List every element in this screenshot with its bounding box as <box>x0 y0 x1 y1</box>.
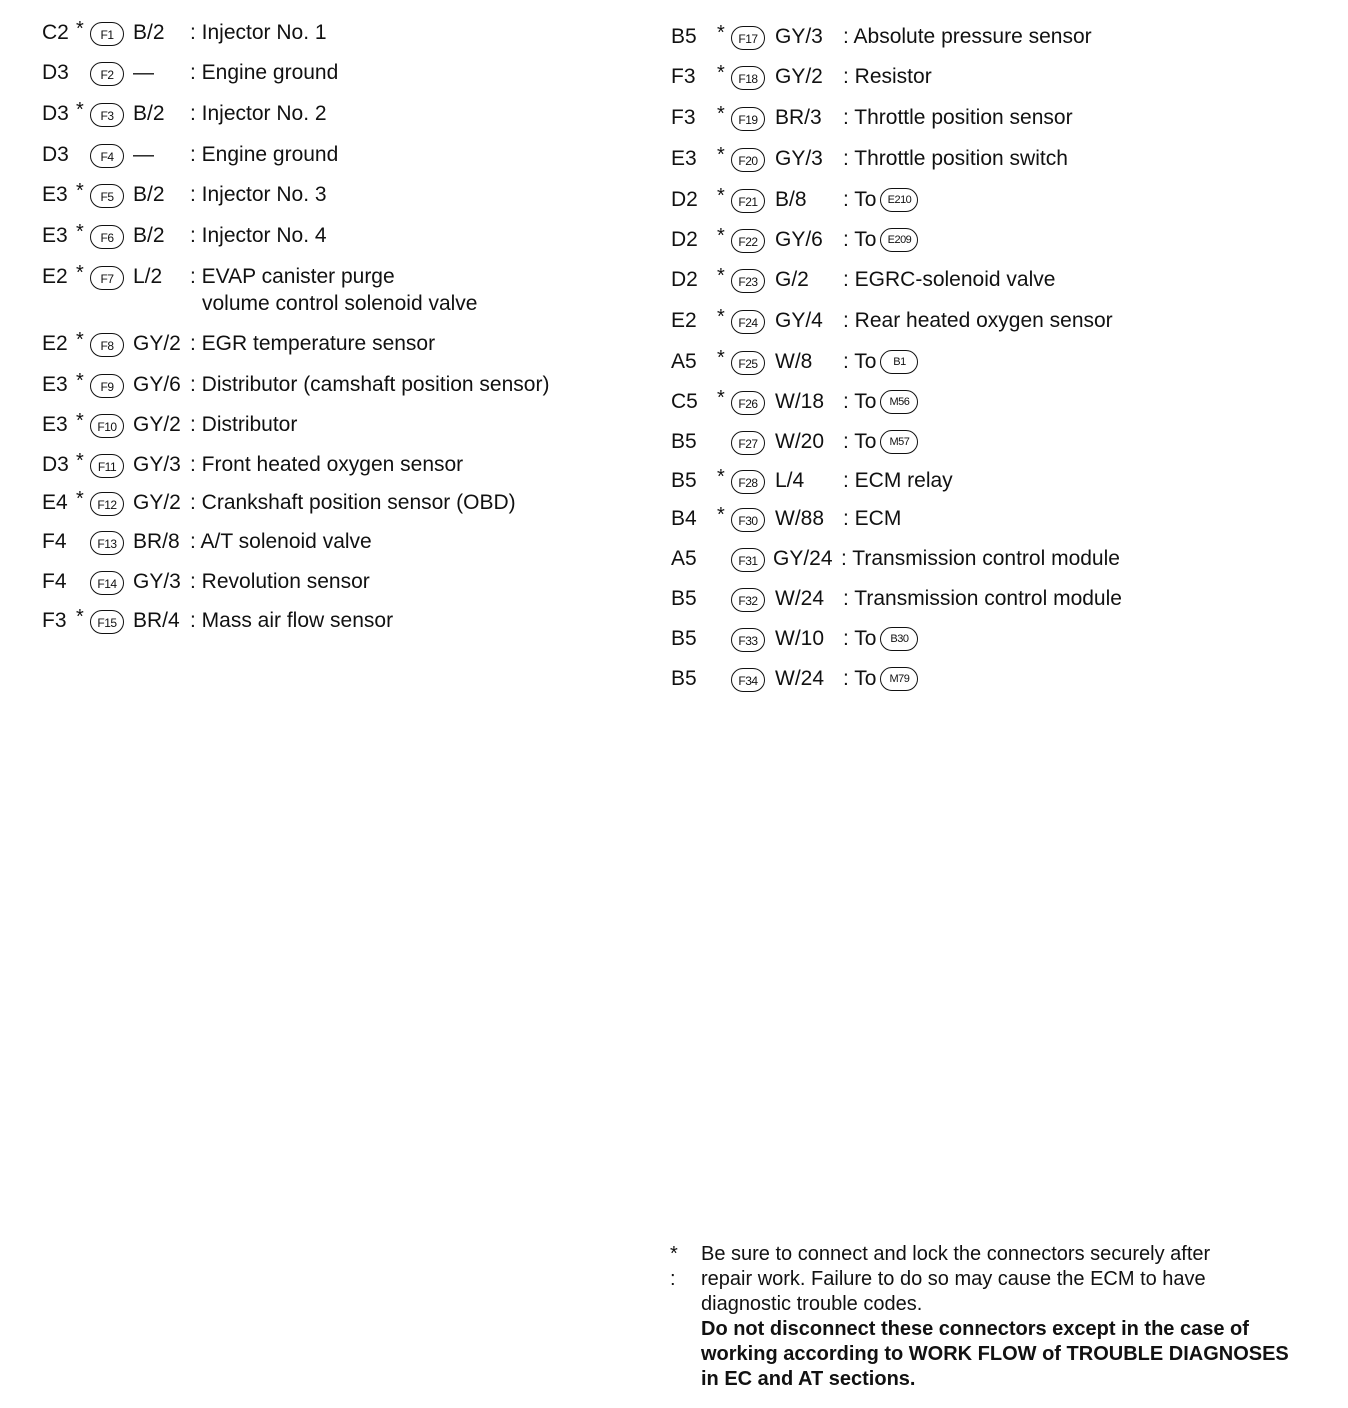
connector-description <box>843 624 918 654</box>
connector-badge: F12 <box>90 492 124 516</box>
connector-description <box>843 387 918 417</box>
connector-description <box>843 225 918 255</box>
grid-location: B5 <box>671 627 697 650</box>
connector-description: : ECM <box>843 507 902 530</box>
mating-connector-badge: B30 <box>880 627 918 651</box>
connector-description: : EGRC-solenoid valve <box>843 268 1056 291</box>
connector-badge: F22 <box>731 229 765 253</box>
lock-marker: * <box>76 488 84 510</box>
connector-description: : EGR temperature sensor <box>190 332 436 355</box>
connector-spec: W/20 <box>775 430 825 453</box>
mating-connector-badge: E210 <box>880 188 918 212</box>
connector-badge: F25 <box>731 351 765 375</box>
grid-location: E2 <box>42 332 68 355</box>
grid-location: D3 <box>42 102 69 125</box>
lock-marker: * <box>76 370 84 392</box>
grid-location: E3 <box>42 373 68 396</box>
connector-badge: F9 <box>90 374 124 398</box>
lock-marker: * <box>717 144 725 166</box>
connector-description: : Transmission control module <box>841 547 1120 570</box>
mating-connector-badge: M56 <box>880 390 918 414</box>
connector-description: : Injector No. 4 <box>190 224 327 247</box>
connector-spec: W/88 <box>775 507 825 530</box>
connector-description: : ECM relay <box>843 469 953 492</box>
footnote-line: Be sure to connect and lock the connectors securely after <box>701 1243 1211 1265</box>
lock-marker: * <box>76 221 84 243</box>
lock-marker: * <box>717 387 725 409</box>
connector-description: : Revolution sensor <box>190 570 370 593</box>
lock-marker: * <box>717 22 725 44</box>
connector-badge: F18 <box>731 66 765 90</box>
connector-badge: F4 <box>90 144 124 168</box>
connector-description: : Engine ground <box>190 61 339 84</box>
connector-description <box>843 347 918 377</box>
grid-location: B5 <box>671 430 697 453</box>
connector-description: : Resistor <box>843 65 932 88</box>
connector-spec: GY/3 <box>133 570 181 593</box>
connector-description: : Mass air flow sensor <box>190 609 394 632</box>
connector-description <box>843 427 918 457</box>
connector-badge: F21 <box>731 189 765 213</box>
to-label: : To <box>843 667 877 690</box>
mating-connector-badge: M79 <box>880 667 918 691</box>
grid-location: F4 <box>42 570 67 593</box>
connector-description: : A/T solenoid valve <box>190 530 372 553</box>
connector-spec: B/2 <box>133 183 165 206</box>
connector-badge: F34 <box>731 668 765 692</box>
grid-location: E2 <box>42 265 68 288</box>
connector-badge: F19 <box>731 107 765 131</box>
lock-marker: * <box>717 466 725 488</box>
connector-badge: F33 <box>731 628 765 652</box>
grid-location: F3 <box>42 609 67 632</box>
connector-spec: GY/2 <box>133 491 181 514</box>
connector-spec: W/24 <box>775 667 825 690</box>
connector-description: : Injector No. 2 <box>190 102 327 125</box>
connector-badge: F5 <box>90 184 124 208</box>
connector-spec: GY/3 <box>775 147 823 170</box>
footnote-body <box>701 1242 1348 1392</box>
connector-badge: F6 <box>90 225 124 249</box>
mating-connector-badge: B1 <box>880 350 918 374</box>
lock-marker: * <box>717 103 725 125</box>
grid-location: C5 <box>671 390 698 413</box>
connector-description: : Injector No. 1 <box>190 21 327 44</box>
grid-location: D2 <box>671 188 698 211</box>
lock-marker: * <box>717 347 725 369</box>
grid-location: A5 <box>671 350 697 373</box>
connector-description: : Throttle position switch <box>843 147 1068 170</box>
connector-spec: L/4 <box>775 469 805 492</box>
connector-badge: F24 <box>731 310 765 334</box>
lock-marker: * <box>76 410 84 432</box>
grid-location: D2 <box>671 268 698 291</box>
grid-location: D2 <box>671 228 698 251</box>
lock-marker: * <box>76 606 84 628</box>
grid-location: D3 <box>42 143 69 166</box>
connector-badge: F10 <box>90 414 124 438</box>
grid-location: E3 <box>42 413 68 436</box>
lock-marker: * <box>76 262 84 284</box>
connector-badge: F17 <box>731 26 765 50</box>
to-label: : To <box>843 350 877 373</box>
grid-location: B5 <box>671 25 697 48</box>
connector-description: : EVAP canister purge <box>190 265 395 288</box>
lock-marker: * <box>717 265 725 287</box>
connector-description: : Front heated oxygen sensor <box>190 453 464 476</box>
grid-location: B5 <box>671 469 697 492</box>
connector-badge: F31 <box>731 548 765 572</box>
connector-badge: F1 <box>90 22 124 46</box>
lock-marker: * <box>717 306 725 328</box>
connector-spec: GY/4 <box>775 309 823 332</box>
connector-spec: — <box>133 143 154 166</box>
connector-spec: B/2 <box>133 224 165 247</box>
lock-marker: * <box>717 185 725 207</box>
connector-spec: W/18 <box>775 390 825 413</box>
footnote-marker: * : <box>670 1243 678 1290</box>
grid-location: A5 <box>671 547 697 570</box>
grid-location: F3 <box>671 65 696 88</box>
connector-spec: G/2 <box>775 268 809 291</box>
lock-marker: * <box>76 329 84 351</box>
connector-spec: GY/3 <box>775 25 823 48</box>
mating-connector-badge: M57 <box>880 430 918 454</box>
grid-location: D3 <box>42 61 69 84</box>
connector-badge: F23 <box>731 269 765 293</box>
connector-spec: BR/3 <box>775 106 822 129</box>
connector-spec: GY/2 <box>775 65 823 88</box>
grid-location: F3 <box>671 106 696 129</box>
grid-location: D3 <box>42 453 69 476</box>
connector-spec: BR/8 <box>133 530 180 553</box>
connector-description: : Distributor <box>190 413 298 436</box>
connector-spec: B/2 <box>133 21 165 44</box>
connector-spec: L/2 <box>133 265 163 288</box>
connector-description: : Injector No. 3 <box>190 183 327 206</box>
footnote-warning-line: in EC and AT sections. <box>701 1368 916 1390</box>
connector-badge: F14 <box>90 571 124 595</box>
lock-marker: * <box>76 99 84 121</box>
connector-badge: F3 <box>90 103 124 127</box>
to-label: : To <box>843 228 877 251</box>
connector-badge: F13 <box>90 531 124 555</box>
grid-location: E3 <box>671 147 697 170</box>
grid-location: E4 <box>42 491 68 514</box>
connector-spec: GY/2 <box>133 413 181 436</box>
lock-marker: * <box>76 450 84 472</box>
connector-spec: BR/4 <box>133 609 180 632</box>
to-label: : To <box>843 430 877 453</box>
connector-badge: F26 <box>731 391 765 415</box>
connector-badge: F11 <box>90 454 124 478</box>
to-label: : To <box>843 390 877 413</box>
connector-badge: F27 <box>731 431 765 455</box>
connector-badge: F28 <box>731 470 765 494</box>
footnote-warning-line: working according to WORK FLOW of TROUBLE DIAGNOSES <box>701 1343 1289 1365</box>
connector-spec: GY/6 <box>775 228 823 251</box>
grid-location: F4 <box>42 530 67 553</box>
footnote-line: diagnostic trouble codes. <box>701 1293 923 1315</box>
connector-description-continued: volume control solenoid valve <box>202 292 478 315</box>
grid-location: E3 <box>42 224 68 247</box>
connector-spec: W/8 <box>775 350 813 373</box>
connector-badge: F20 <box>731 148 765 172</box>
connector-description: : Rear heated oxygen sensor <box>843 309 1113 332</box>
connector-description: : Absolute pressure sensor <box>843 25 1092 48</box>
grid-location: B5 <box>671 587 697 610</box>
connector-spec: W/10 <box>775 627 825 650</box>
connector-spec: GY/3 <box>133 453 181 476</box>
footnote-warning-line: Do not disconnect these connectors except in the case of <box>701 1318 1249 1340</box>
connector-spec: GY/2 <box>133 332 181 355</box>
lock-marker: * <box>717 225 725 247</box>
connector-spec: W/24 <box>775 587 825 610</box>
lock-marker: * <box>717 62 725 84</box>
footnote-line: repair work. Failure to do so may cause the ECM to have <box>701 1268 1206 1290</box>
connector-description <box>843 185 918 215</box>
connector-spec: B/8 <box>775 188 807 211</box>
connector-badge: F15 <box>90 610 124 634</box>
grid-location: B4 <box>671 507 697 530</box>
connector-badge: F7 <box>90 266 124 290</box>
connector-description: : Crankshaft position sensor (OBD) <box>190 491 516 514</box>
grid-location: B5 <box>671 667 697 690</box>
to-label: : To <box>843 188 877 211</box>
connector-description <box>843 664 918 694</box>
connector-description: : Transmission control module <box>843 587 1122 610</box>
to-label: : To <box>843 627 877 650</box>
lock-marker: * <box>76 18 84 40</box>
lock-marker: * <box>717 504 725 526</box>
connector-spec: GY/24 <box>773 547 833 570</box>
mating-connector-badge: E209 <box>880 228 918 252</box>
connector-spec: B/2 <box>133 102 165 125</box>
grid-location: C2 <box>42 21 69 44</box>
grid-location: E3 <box>42 183 68 206</box>
lock-marker: * <box>76 180 84 202</box>
connector-spec: — <box>133 61 154 84</box>
connector-badge: F2 <box>90 62 124 86</box>
connector-spec: GY/6 <box>133 373 181 396</box>
connector-description: : Throttle position sensor <box>843 106 1073 129</box>
grid-location: E2 <box>671 309 697 332</box>
connector-description: : Engine ground <box>190 143 339 166</box>
connector-badge: F32 <box>731 588 765 612</box>
connector-badge: F30 <box>731 508 765 532</box>
connector-description: : Distributor (camshaft position sensor) <box>190 373 550 396</box>
connector-badge: F8 <box>90 333 124 357</box>
